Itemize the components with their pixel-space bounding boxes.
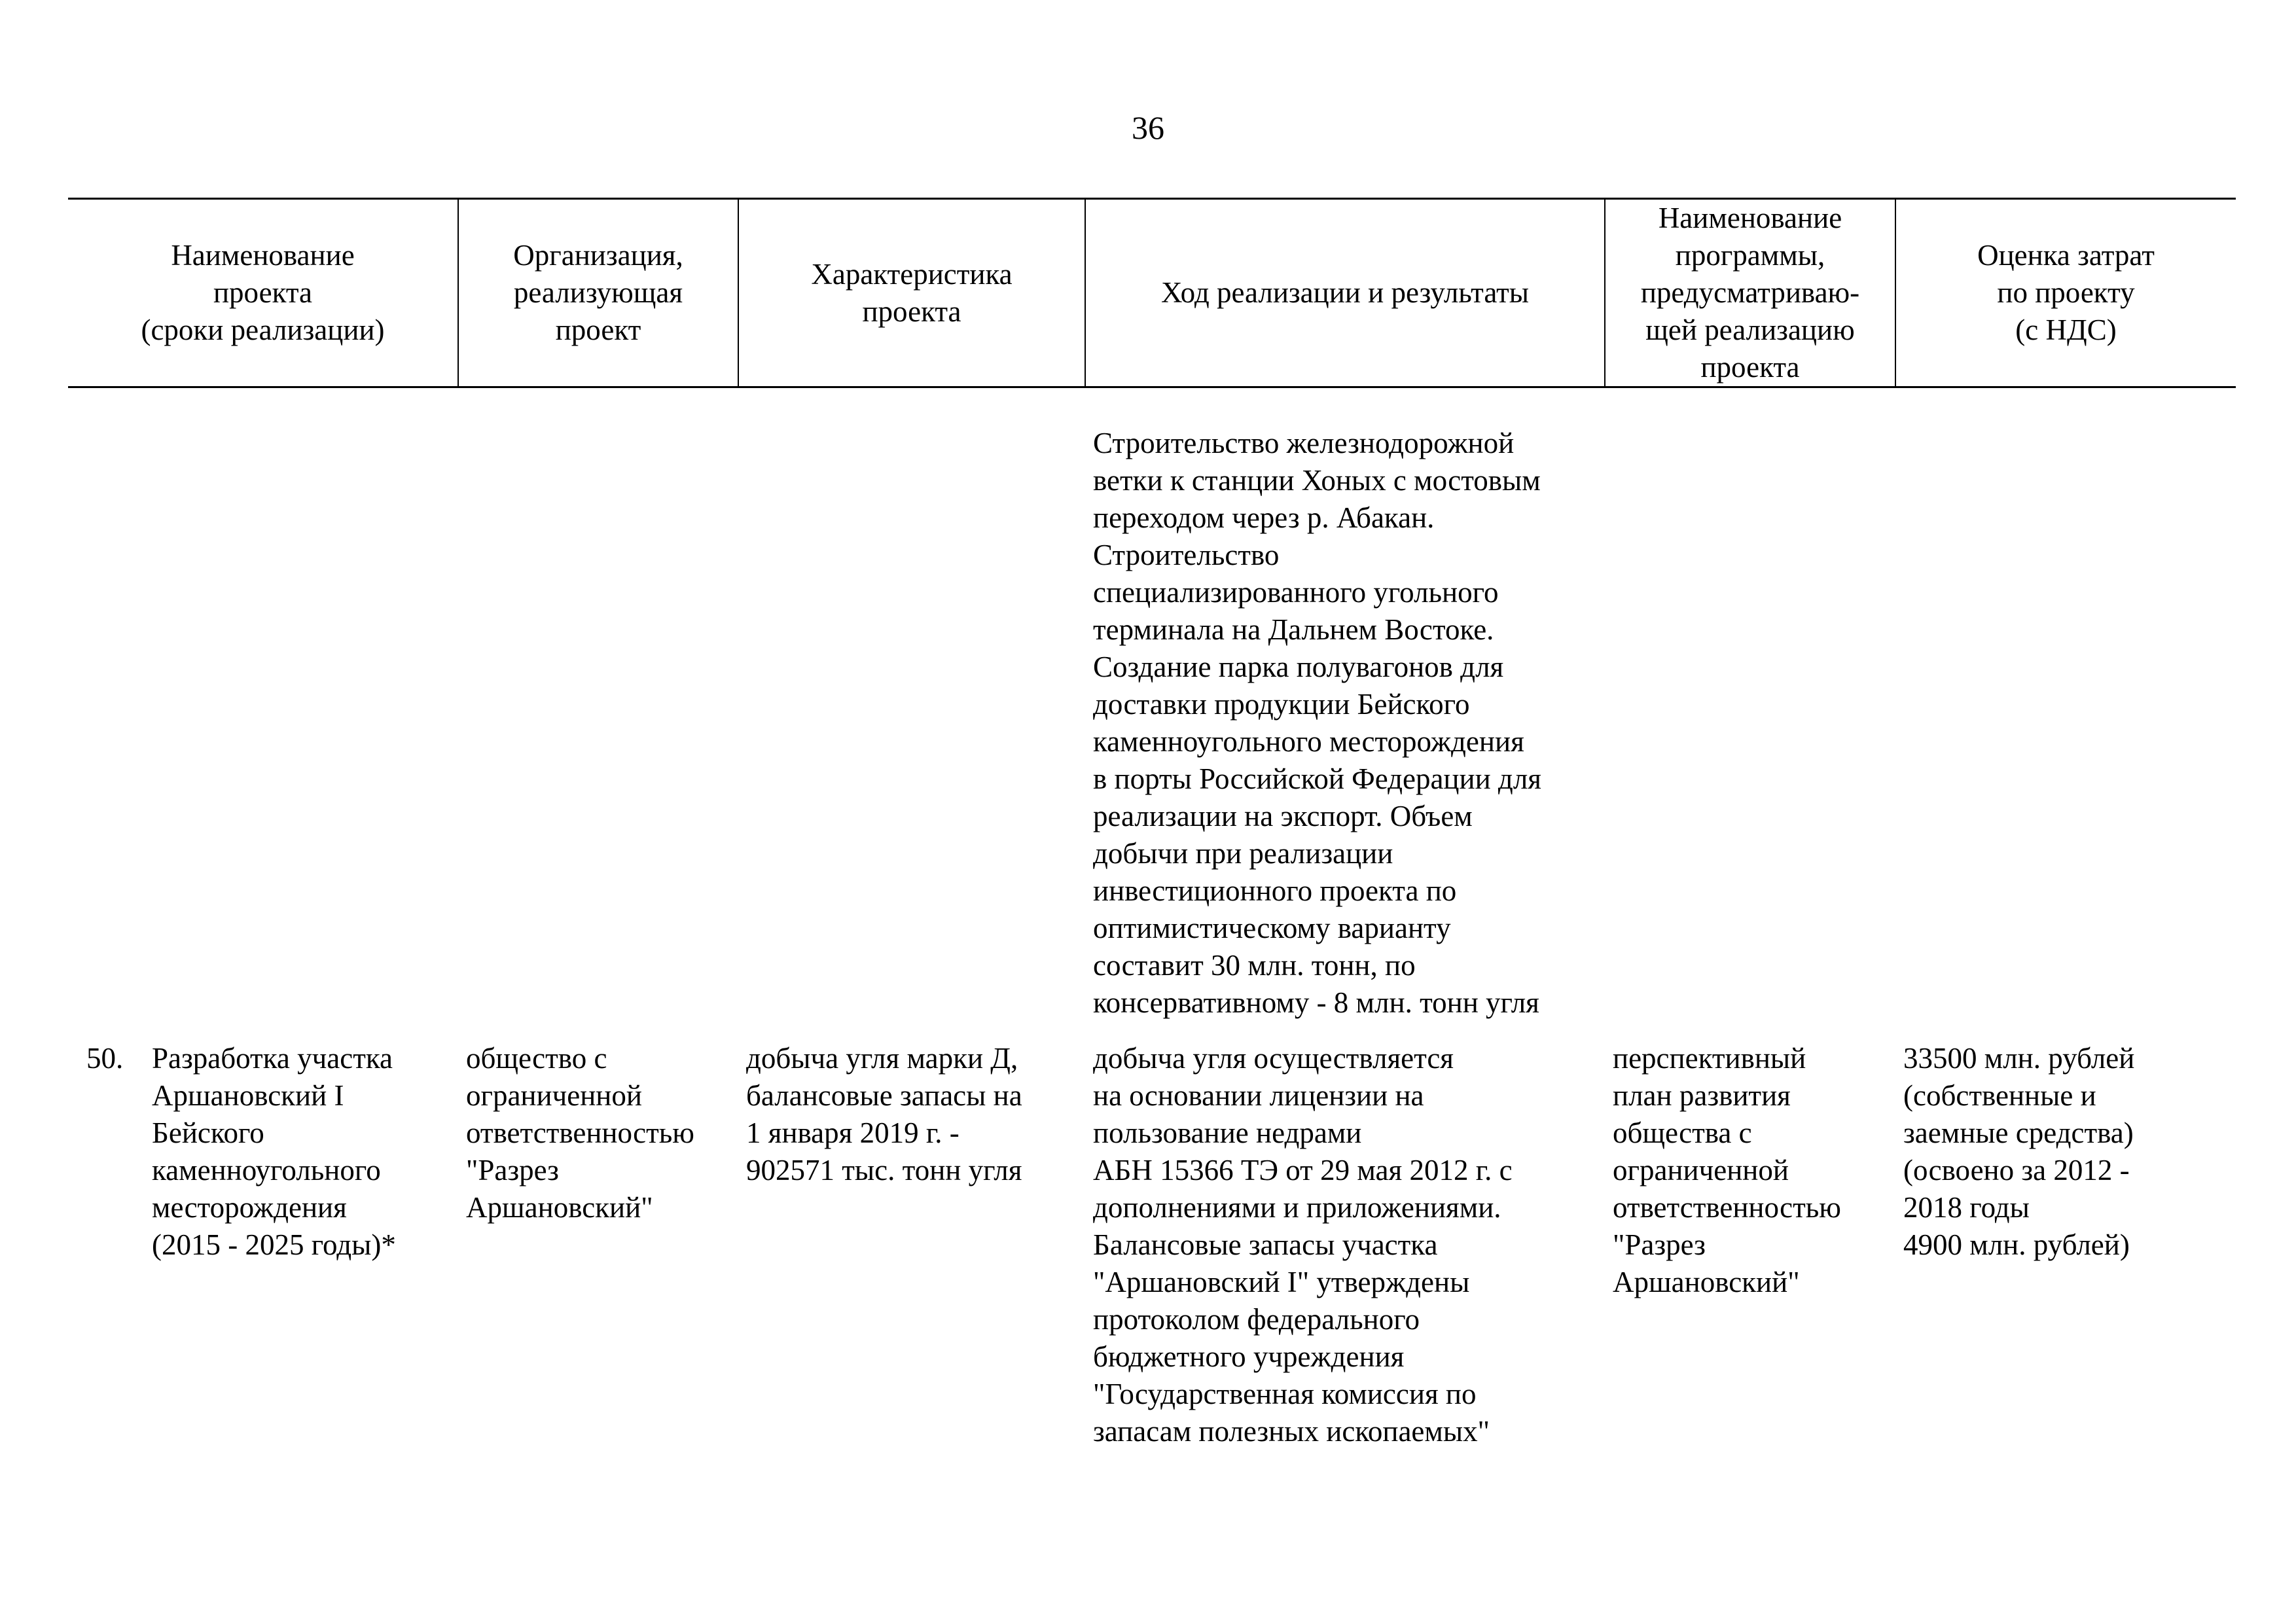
table-row-continuation bbox=[68, 425, 2236, 1040]
text-line: (с НДС) bbox=[2015, 313, 2117, 346]
program-cell bbox=[1605, 1040, 1895, 1450]
row-number: 50. bbox=[86, 1042, 124, 1075]
progress-cell bbox=[1085, 1040, 1605, 1450]
text-line: Аршановский" bbox=[466, 1191, 653, 1224]
text-line: (освоено за 2012 - bbox=[1903, 1154, 2130, 1186]
header-characteristics bbox=[738, 199, 1085, 387]
text-line: бюджетного учреждения bbox=[1093, 1340, 1405, 1373]
text-line: план развития bbox=[1613, 1079, 1791, 1112]
text-line: проекта bbox=[213, 276, 313, 309]
text-line: в порты Российской Федерации для bbox=[1093, 762, 1541, 795]
text-line: АБН 15366 ТЭ от 29 мая 2012 г. с bbox=[1093, 1154, 1513, 1186]
text-line: Аршановский" bbox=[1613, 1266, 1800, 1298]
text-line: проекта bbox=[1700, 351, 1800, 383]
text-line: Создание парка полувагонов для bbox=[1093, 651, 1504, 683]
text-line: Наименование bbox=[171, 239, 355, 272]
text-line: заемные средства) bbox=[1903, 1116, 2134, 1149]
text-line: составит 30 млн. тонн, по bbox=[1093, 949, 1416, 982]
text-line: проекта bbox=[862, 294, 961, 328]
text-line: каменноугольного месторождения bbox=[1093, 725, 1524, 758]
continuation-progress-cell bbox=[1085, 425, 1605, 1040]
text-line: программы, bbox=[1675, 239, 1825, 272]
text-line: добыча угля осуществляется bbox=[1093, 1042, 1454, 1075]
text-line: пользование недрами bbox=[1093, 1116, 1362, 1149]
text-line: "Разрез bbox=[1613, 1228, 1706, 1261]
text-line: дополнениями и приложениями. bbox=[1093, 1191, 1501, 1224]
text-line: инвестиционного проекта по bbox=[1093, 874, 1457, 907]
text-line: запасам полезных ископаемых" bbox=[1093, 1415, 1490, 1448]
text-line: Строительство bbox=[1093, 539, 1280, 571]
text-line: месторождения bbox=[152, 1191, 347, 1224]
text-line: проект bbox=[555, 313, 641, 346]
text-line: добыча угля марки Д, bbox=[746, 1042, 1018, 1075]
text-line: "Разрез bbox=[466, 1154, 559, 1186]
text-line: доставки продукции Бейского bbox=[1093, 688, 1470, 721]
text-line: 1 января 2019 г. - bbox=[746, 1116, 960, 1149]
header-project-name bbox=[68, 199, 458, 387]
text-line: каменноугольного bbox=[152, 1154, 381, 1186]
text-line: оптимистическому варианту bbox=[1093, 912, 1451, 944]
text-line: добычи при реализации bbox=[1093, 837, 1393, 870]
text-line: ответственностью bbox=[466, 1116, 694, 1149]
text-line: 4900 млн. рублей) bbox=[1903, 1228, 2130, 1261]
cost-cell bbox=[1895, 1040, 2236, 1450]
text-line: Балансовые запасы участка bbox=[1093, 1228, 1438, 1261]
text-line: ветки к станции Хоных с мостовым bbox=[1093, 464, 1541, 497]
text-line: специализированного угольного bbox=[1093, 576, 1499, 609]
text-line: предусматриваю- bbox=[1640, 276, 1860, 309]
table-row bbox=[68, 1040, 2236, 1450]
project-name-cell bbox=[68, 1040, 458, 1450]
header-cost bbox=[1895, 199, 2236, 387]
text-line: ограниченной bbox=[1613, 1154, 1789, 1186]
text-line: (2015 - 2025 годы)* bbox=[152, 1228, 396, 1261]
text-line: реализующая bbox=[513, 276, 683, 309]
text-line: Организация, bbox=[513, 239, 683, 272]
text-line: Оценка затрат bbox=[1977, 239, 2155, 272]
text-line: протоколом федерального bbox=[1093, 1303, 1420, 1336]
text-line: "Государственная комиссия по bbox=[1093, 1378, 1477, 1410]
text-line: балансовые запасы на bbox=[746, 1079, 1022, 1112]
text-line: общества с bbox=[1613, 1116, 1752, 1149]
project-name bbox=[152, 1040, 396, 1264]
text-line: Характеристика bbox=[811, 257, 1013, 291]
text-line: реализации на экспорт. Объем bbox=[1093, 800, 1473, 832]
header-organization bbox=[458, 199, 738, 387]
text-line: щей реализацию bbox=[1645, 313, 1855, 346]
text-line: ответственностью bbox=[1613, 1191, 1841, 1224]
text-line: перспективный bbox=[1613, 1042, 1806, 1075]
text-line: общество с bbox=[466, 1042, 607, 1075]
text-line: терминала на Дальнем Востоке. bbox=[1093, 613, 1494, 646]
header-program bbox=[1605, 199, 1895, 387]
text-line: Разработка участка bbox=[152, 1042, 393, 1075]
text-line: (сроки реализации) bbox=[141, 313, 385, 346]
text-line: Аршановский I bbox=[152, 1079, 344, 1112]
text-line: консервативному - 8 млн. тонн угля bbox=[1093, 986, 1539, 1019]
text-line: Ход реализации и результаты bbox=[1160, 276, 1530, 309]
text-line: 902571 тыс. тонн угля bbox=[746, 1154, 1022, 1186]
text-line: по проекту bbox=[1997, 276, 2135, 309]
text-line: ограниченной bbox=[466, 1079, 642, 1112]
characteristics-cell bbox=[738, 1040, 1085, 1450]
table-header-row bbox=[68, 199, 2236, 387]
organization-cell bbox=[458, 1040, 738, 1450]
text-line: Бейского bbox=[152, 1116, 264, 1149]
projects-table bbox=[68, 198, 2236, 1450]
text-line: "Аршановский I" утверждены bbox=[1093, 1266, 1470, 1298]
text-line: Строительство железнодорожной bbox=[1093, 427, 1515, 459]
text-line: 33500 млн. рублей bbox=[1903, 1042, 2135, 1075]
text-line: переходом через р. Абакан. bbox=[1093, 501, 1435, 534]
text-line: 2018 годы bbox=[1903, 1191, 2030, 1224]
text-line: Наименование bbox=[1658, 202, 1842, 234]
text-line: (собственные и bbox=[1903, 1079, 2096, 1112]
page-number: 36 bbox=[1132, 109, 1164, 146]
text-line: на основании лицензии на bbox=[1093, 1079, 1424, 1112]
header-progress bbox=[1085, 199, 1605, 387]
